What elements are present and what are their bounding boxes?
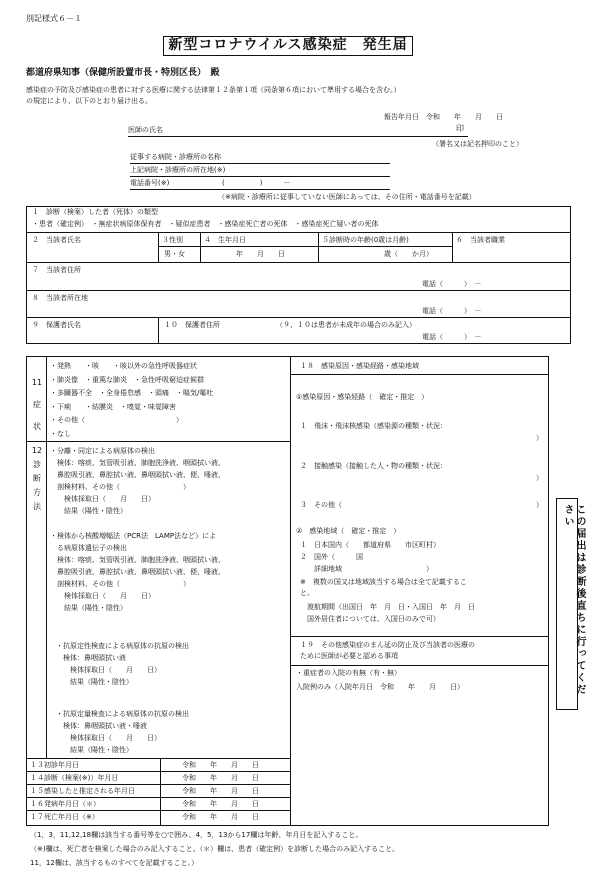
symptom-line: ・その他（ ） <box>50 416 183 424</box>
sec1-options[interactable]: ・患者（確定例） ・無症状病原体保有者 ・疑似症患者 ・感染症死亡者の死体 ・感染症死亡疑い者の死体 <box>32 220 379 228</box>
footer-line-3: 11，12欄は、該当するものすべてを記載すること。） <box>30 859 199 867</box>
sec12-block-pcr[interactable]: ・検体から核酸増幅法（PCR法 LAMP法など）によ る病原体遺伝子の検出 検体：喀痰、気管吸引液、肺胞洗浄液、咽頭拭い液、 鼻腔吸引液、鼻腔拭い液、鼻咽頭拭い液、便、唾液、 剖検材料、その他（ ） 検体採取日（ 月 日） 結果（陽性・陰性） <box>50 532 225 612</box>
addressee: 都道府県知事（保健所設置市長・特別区長） 殿 <box>26 68 220 78</box>
date-label-16: １６発病年月日（＊） <box>30 800 100 808</box>
row2-birth-values[interactable]: 年 月 日 <box>236 250 285 258</box>
row2-sex-label: ３性別 <box>162 236 183 244</box>
row8-phone[interactable]: 電話（ ） － <box>422 307 482 315</box>
sec18-overseas[interactable]: ２ 国外（ 国 <box>300 553 363 561</box>
date-value-15[interactable]: 令和 年 月 日 <box>182 787 259 795</box>
row2-birth-label: ４ 生年月日 <box>204 236 246 244</box>
row2-name-label: ２ 当該者氏名 <box>32 236 81 244</box>
row7-label: ７ 当該者住所 <box>32 266 81 274</box>
sec18-contact-close: ） <box>536 474 543 482</box>
row9-label: ９ 保護者氏名 <box>32 321 81 329</box>
sec18-other-close: ） <box>536 501 543 509</box>
sec18-travel-note: 国外居住者については、入国日のみで可） <box>300 615 440 623</box>
sec11-symptoms[interactable] <box>50 360 213 441</box>
sec19-admission-date[interactable]: 入院例のみ（入院年月日 令和 年 月 日） <box>296 683 464 691</box>
hospital-name-label: 従事する病院・診療所の名称 <box>130 153 221 161</box>
row8-label: ８ 当該者所在地 <box>32 294 88 302</box>
symptom-line: ・なし <box>50 429 71 438</box>
report-date[interactable]: 報告年月日 令和 年 月 日 <box>384 113 503 121</box>
sec1-title: １ 診断（検案）した者（死体）の類型 <box>32 208 158 216</box>
row9-note: （９、１０は患者が未成年の場合のみ記入） <box>276 321 416 329</box>
intro-line-1: 感染症の予防及び感染症の患者に対する医療に関する法律第１２条第１項（同条第６項において準用する場合を含む。） <box>26 86 401 94</box>
sec19-title-cont: ために医師が必要と認める事項 <box>300 652 398 660</box>
sec18-detail-region[interactable]: 詳細地域 ） <box>300 565 433 573</box>
doctor-note: （※病院・診療所に従事していない医師にあっては、その住所・電話番号を記載） <box>218 193 476 201</box>
sec18-other[interactable]: ３ その他（ <box>300 501 342 509</box>
footer-line-2: （※)欄は、死亡者を検案した場合のみ記入すること。（＊）欄は、患者（確定例）を診断した場合のみ記入すること。 <box>30 845 400 853</box>
symptom-line: ・肺炎像 ・重篤な肺炎 ・急性呼吸窮迫症候群 <box>50 375 204 384</box>
sec19-admission[interactable]: ・重症者の入院の有無（有・無） <box>296 669 401 677</box>
row2-job-label: ６ 当該者職業 <box>456 236 505 244</box>
sec18-contact[interactable]: ２ 接触感染（接触した人・物の種類・状況： <box>300 462 447 470</box>
date-label-17: １７死亡年月日（※） <box>30 813 99 821</box>
date-label-13: １３初診年月日 <box>30 761 79 769</box>
sec11-label: 11 症 状 <box>31 378 43 431</box>
date-value-14[interactable]: 令和 年 月 日 <box>182 774 259 782</box>
sec18-droplet[interactable]: １ 飛沫・飛沫核感染（感染源の種類・状況： <box>300 422 447 430</box>
symptom-line: ・多臓器不全 ・全身倦怠感 ・頭痛 ・嘔気/嘔吐 <box>50 389 214 397</box>
hospital-address-label: 上記病院・診療所の所在地(※) <box>130 166 226 174</box>
sec18-route[interactable]: ①感染原因・感染経路（ 確定・推定 ） <box>296 393 429 401</box>
sec18-region[interactable]: ② 感染地域（ 確定・推定 ） <box>296 527 401 535</box>
row2-age-values[interactable]: 歳（ か月） <box>384 250 433 258</box>
row2-sex-values[interactable]: 男・女 <box>164 250 185 258</box>
sec18-title: １８ 感染原因・感染経路・感染地域 <box>300 362 419 370</box>
form-title: 新型コロナウイルス感染症 発生届 <box>163 36 413 56</box>
sec18-note: ※ 複数の国又は地域該当する場合は全て記載するこ <box>300 578 467 586</box>
side-note: この届出は診断後直ちに行ってください <box>562 504 585 696</box>
date-label-15: １５感染したと推定される年月日 <box>30 787 135 795</box>
sec18-droplet-close: ） <box>536 434 543 442</box>
date-value-16[interactable]: 令和 年 月 日 <box>182 800 259 808</box>
sec12-block-antigen-qual[interactable]: ・抗原定性検査による病原体の抗原の検出 検体：鼻咽頭拭い液 検体採取日（ 月 日） 結果（陽性・陰性） <box>56 642 189 686</box>
date-value-13[interactable]: 令和 年 月 日 <box>182 761 259 769</box>
row2-age-label: ５診断時の年齢(0歳は月齢) <box>322 236 409 244</box>
phone-parens: ( ) － <box>222 179 291 187</box>
row9-phone[interactable]: 電話（ ） － <box>422 333 482 341</box>
sec12-block-antigen-quant[interactable]: ・抗原定量検査による病原体の抗原の検出 検体：鼻咽頭拭い液・唾液 検体採取日（ 月 日） 結果（陽性・陰性） <box>56 710 189 754</box>
phone-label: 電話番号(※) <box>130 179 170 187</box>
sec18-travel-period[interactable]: 渡航期間（出国日 年 月 日・入国日 年 月 日 <box>300 603 475 611</box>
signature-note: （署名又は記名押印のこと） <box>432 140 523 148</box>
sec19-title: １９ その他感染症のまん延の防止及び当該者の医療の <box>300 641 475 649</box>
intro-line-2: の規定により、以下のとおり届け出る。 <box>26 97 152 105</box>
doctor-name-label: 医師の氏名 <box>128 126 163 134</box>
symptom-line: ・下痢 ・結膜炎 ・嗅覚・味覚障害 <box>50 402 176 411</box>
date-label-14: １４診断（検案(※)）年月日 <box>30 774 119 782</box>
row7-phone[interactable]: 電話（ ） － <box>422 280 482 288</box>
symptom-line: ・発熱 ・咳 ・咳以外の急性呼吸器症状 <box>50 362 197 370</box>
seal-mark: 印 <box>456 124 464 133</box>
footer-line-1: （1，3，11,12,18欄は該当する番号等を○で囲み、4，5，13から17欄は年齢、年月日を記入すること。 <box>30 831 363 839</box>
form-id: 別記様式６－１ <box>26 14 82 23</box>
row10-label: １０ 保護者住所 <box>164 321 220 329</box>
sec18-domestic[interactable]: １ 日本国内（ 都道府県 市区町村） <box>300 541 440 549</box>
sec12-label: 12 診 断 方 法 <box>31 446 43 511</box>
sec18-note-cont: と。 <box>300 589 314 597</box>
sec12-block-culture[interactable]: ・分離・同定による病原体の検出 検体：喀痰、気管吸引液、肺胞洗浄液、咽頭拭い液、 鼻腔吸引液、鼻腔拭い液、鼻咽頭拭い液、便、唾液、 剖検材料、その他（ ） 検体採取日（ 月 日） 結果（陽性・陰性） <box>50 447 225 515</box>
date-value-17[interactable]: 令和 年 月 日 <box>182 813 259 821</box>
